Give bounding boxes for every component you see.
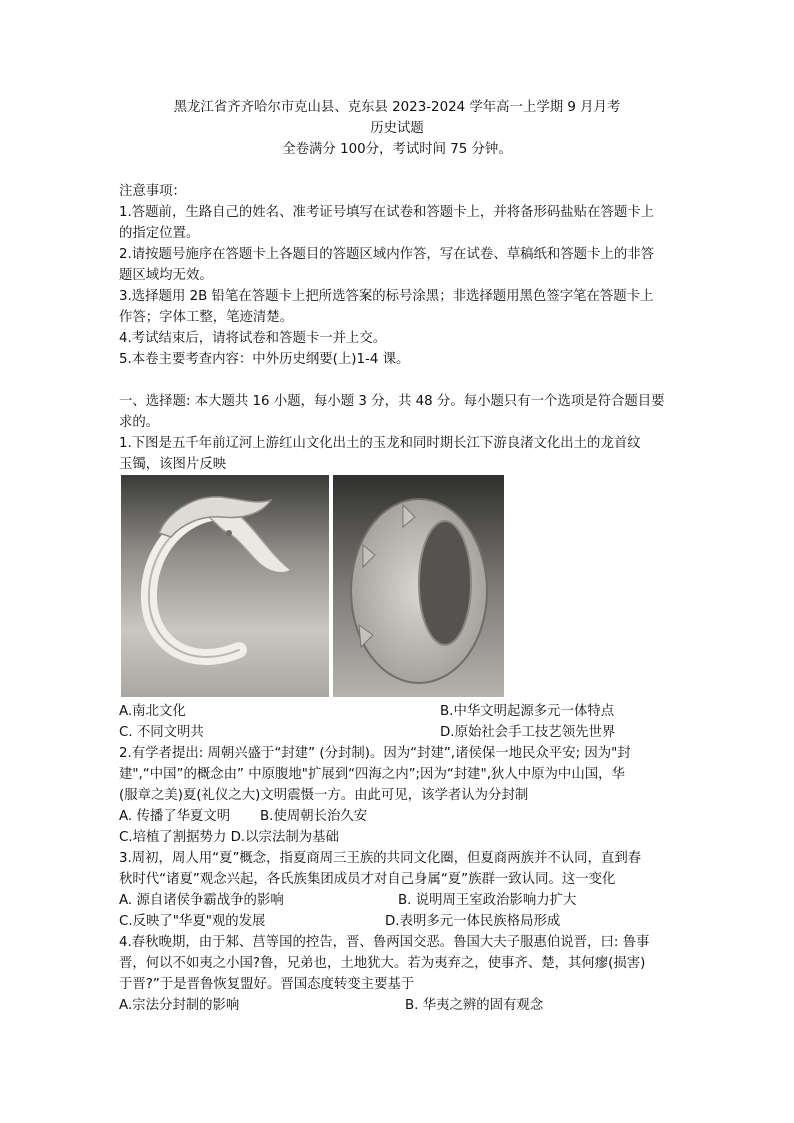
notice-line: 4.考试结束后，请将试卷和答题卡一并上交。 — [119, 331, 387, 346]
question-2-stem: 2.有学者提出: 周朝兴盛于“封建” (分封制)。因为“封建”,诸侯保一地民众平安; 因为"封 — [119, 746, 631, 761]
notice-line: 2.请按题号施序在答题卡上各题目的答题区域内作答，写在试卷、草稿纸和答题卡上的非答 — [119, 247, 655, 262]
question-1-option-b: B.中华文明起源多元一体特点 — [440, 704, 615, 719]
notice-line: 1.答题前，生路自己的姓名、准考证号填写在试卷和答题卡上，并将备形码盐贴在答题卡上 — [119, 205, 655, 220]
notice-line: 题区域均无效。 — [119, 268, 213, 283]
notice-line: 作答；字体工整，笔迹清楚。 — [119, 310, 294, 325]
question-3-stem: 秋时代“诸夏”观念兴起，各氏族集团成员才对自己身属“夏”族群一致认同。这一变化 — [119, 872, 616, 887]
notice-line: 3.选择题用 2B 铅笔在答题卡上把所选答案的标号涂黑；非选择题用黑色签字笔在答题卡上 — [119, 289, 654, 304]
question-3-option-d: D.表明多元一体民族格局形成 — [385, 914, 561, 929]
jade-bracelet-icon — [333, 475, 504, 697]
question-2-option-b: B.使周朝长治久安 — [260, 809, 368, 824]
exam-title: 黑龙江省齐齐哈尔市克山县、克东县 2023-2024 学年高一上学期 9 月月考 — [173, 100, 621, 115]
question-2-stem: 建",“中国”的概念由” 中原腹地"扩展到“四海之内”;因为“封建",狄人中原为中山国，华 — [119, 767, 625, 782]
question-3-option-c: C.反映了"华夏"观的发展 — [119, 914, 266, 929]
question-3-option-b: B. 说明周王室政治影响力扩大 — [398, 893, 577, 908]
question-1-option-d: D.原始社会手工技艺领先世界 — [440, 725, 616, 740]
question-4-stem: 于晋?”于是晋鲁恢复盟好。晋国态度转变主要基于 — [119, 977, 415, 992]
question-1-stem: 玉镯，该图片反映 — [119, 457, 227, 472]
notice-line: 5.本卷主要考查内容：中外历史纲要(上)1-4 课。 — [119, 352, 410, 367]
question-1-option-c: C. 不同文明共 — [119, 725, 204, 740]
jade-bracelet-photo — [333, 475, 504, 697]
section-heading: 一、选择题: 本大题共 16 小题，每小题 3 分，共 48 分。每小题只有一个选项是符合题目要 — [119, 394, 665, 409]
exam-info: 全卷满分 100分，考试时间 75 分钟。 — [282, 142, 512, 157]
question-2-option-cd: C.培植了割据势力 D.以宗法制为基础 — [119, 830, 339, 845]
question-3-option-a: A. 源自诸侯争霸战争的影响 — [119, 893, 284, 908]
question-1-stem: 1.下图是五千年前辽河上游红山文化出土的玉龙和同时期长江下游良渚文化出土的龙首纹 — [119, 436, 641, 451]
question-4-stem: 4.春秋晚期，由于邾、莒等国的控告，晋、鲁两国交恶。鲁国大夫子服惠伯说晋，曰: 鲁事 — [119, 935, 650, 950]
section-heading: 求的。 — [119, 415, 160, 430]
question-4-stem: 晋，何以不如夷之小国?鲁，兄弟也，土地犹大。若为夷弃之，使事齐、楚，其何瘳(损害) — [119, 956, 646, 971]
question-3-stem: 3.周初，周人用“夏”概念，指夏商周三王族的共同文化圈，但夏商两族并不认同，直到春 — [119, 851, 642, 866]
exam-subject: 历史试题 — [370, 121, 424, 136]
question-2-stem: (服章之美)夏(礼仪之大)文明震慑一方。由此可见，该学者认为分封制 — [119, 788, 529, 803]
jade-dragon-icon — [121, 475, 329, 697]
question-4-option-a: A.宗法分封制的影响 — [119, 998, 240, 1013]
notice-line: 的指定位置。 — [119, 226, 200, 241]
question-2-option-a: A. 传播了华夏文明 — [119, 809, 231, 824]
question-4-option-b: B. 华夷之辨的固有观念 — [405, 998, 544, 1013]
jade-dragon-photo — [121, 475, 329, 697]
question-1-option-a: A.南北文化 — [119, 704, 186, 719]
notice-heading: 注意事项： — [119, 184, 186, 199]
